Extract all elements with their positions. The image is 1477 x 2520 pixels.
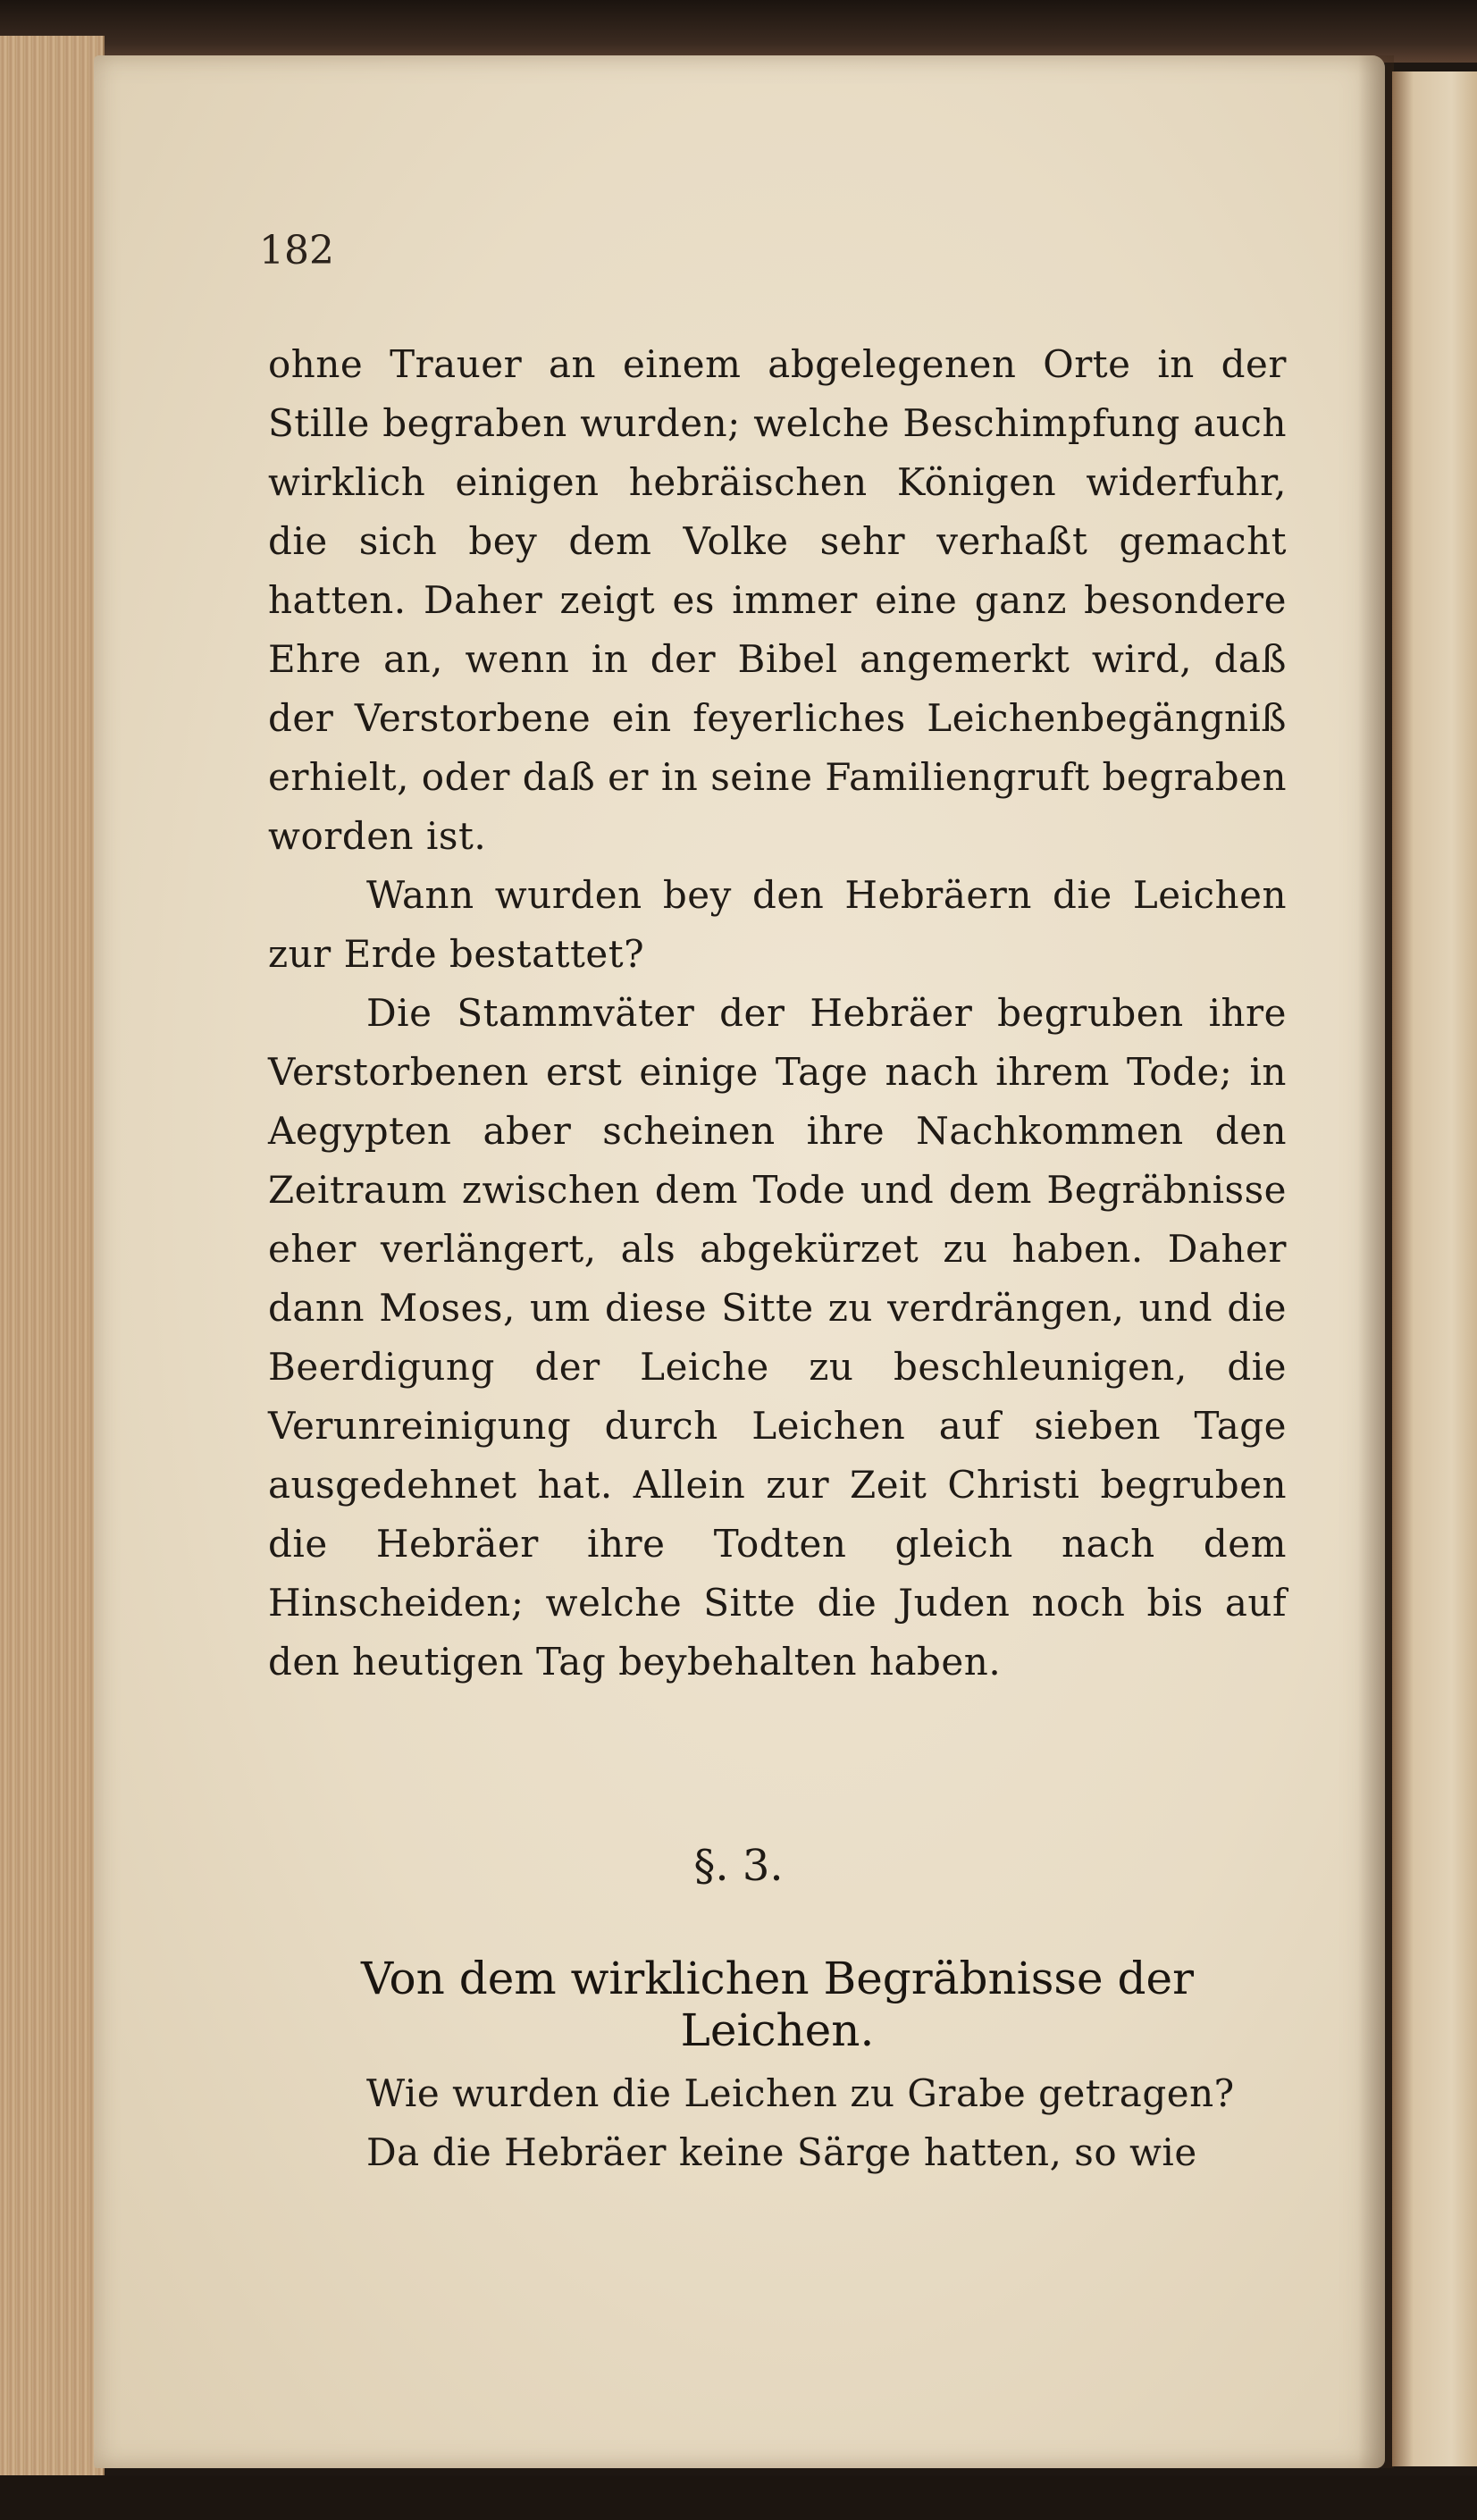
paragraph-answer-burial-time: Die Stammväter der Hebräer begruben ihre Verstorbenen erst einige Tage nach ihrem Tode; in Aegypten aber scheinen ihre Nachkommen den Zeitraum zwischen dem Tode und dem Begräbnisse eher verlängert, als abgekürzet zu haben. Daher dann Moses, um diese Sitte zu verdrängen, und die Beerdigung der Leiche zu beschleunigen, die Verunreinigung durch Leichen auf sieben Tage ausgedehnet hat. Allein zur Zeit Christi begruben die Hebräer ihre Todten gleich nach dem Hinscheiden; welche Sitte die Juden noch bis auf den heutigen Tag beybehalten haben. [268,991,1287,1684]
section-text [268,2064,1287,2182]
paragraph-question-burial-time: Wann wurden bey den Hebräern die Leichen zur Erde bestattet? [268,873,1287,976]
gutter-shadow [1358,55,1394,2468]
adjacent-page [1392,71,1477,2466]
page-fore-edge [0,36,105,2484]
paragraph-answer-carrying: Da die Hebräer keine Särge hatten, so wie [366,2130,1197,2174]
section-title: Von dem wirklichen Begräbnisse der Leichen. [360,1953,1195,2056]
paragraph-question-carrying: Wie wurden die Leichen zu Grabe getragen? [366,2071,1235,2115]
section-number: §. 3. [693,1841,784,1891]
book-cover-bottom [0,2475,1477,2520]
paragraph-continuation: ohne Trauer an einem abgelegenen Orte in der Stille begraben wurden; welche Beschimpfung auch wirklich einigen hebräischen Königen widerfuhr, die sich bey dem Volke sehr verhaßt gemacht hatten. Daher zeigt es immer eine ganz besondere Ehre an, wenn in der Bibel angemerkt wird, daß der Verstorbene ein feyerliches Leichenbegängniß erhielt, oder daß er in seine Familiengruft begraben worden ist. [268,342,1287,858]
page-number: 182 [259,228,334,273]
main-text [268,335,1287,1692]
book-cover-top [0,0,1477,63]
